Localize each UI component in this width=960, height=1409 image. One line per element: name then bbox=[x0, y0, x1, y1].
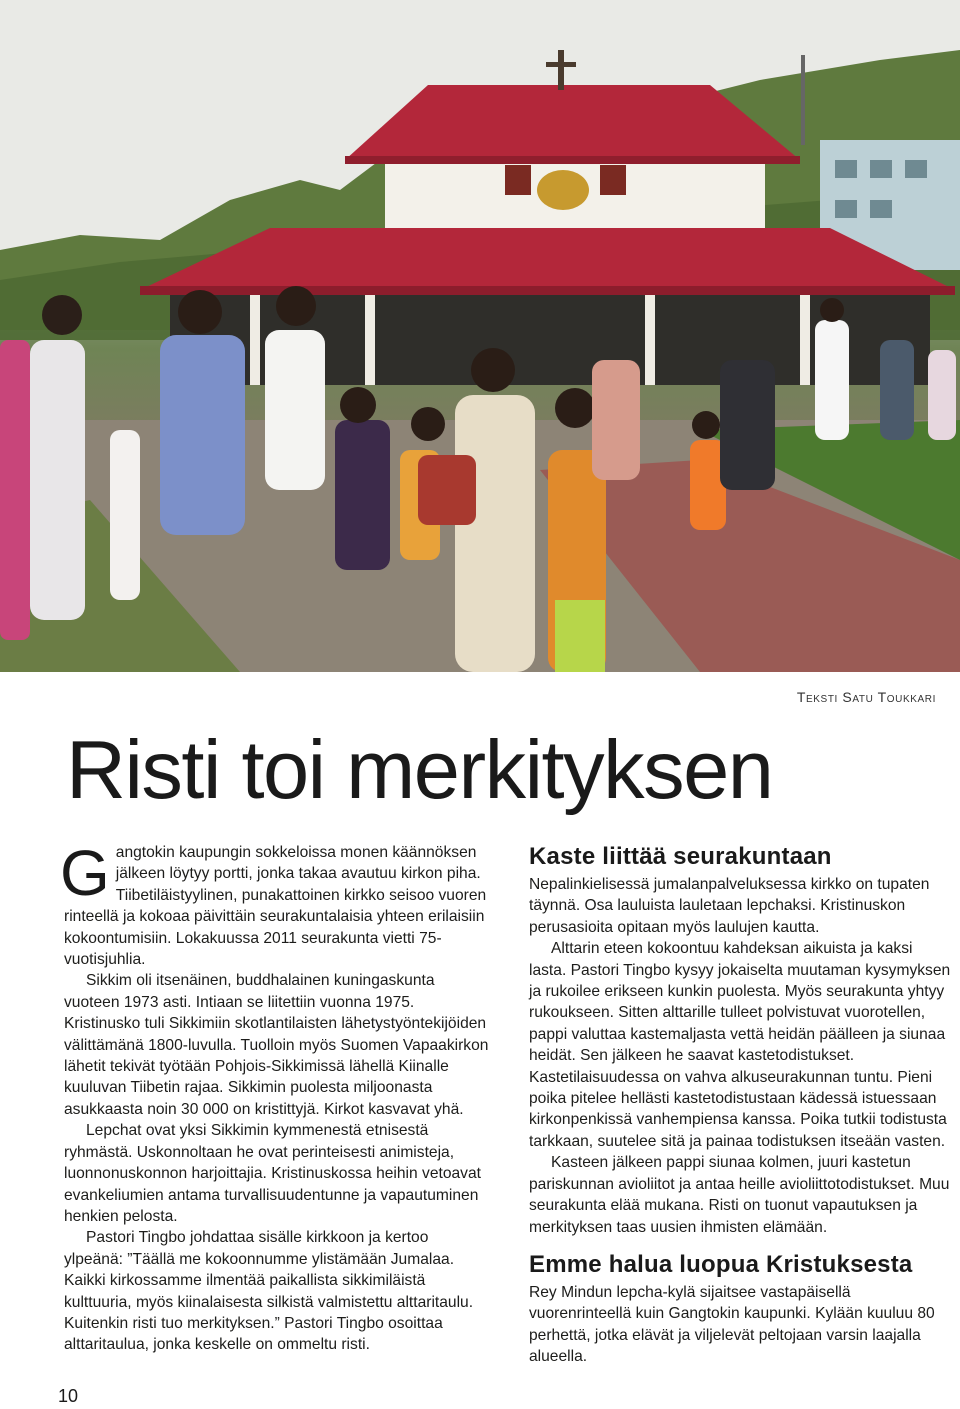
left-column bbox=[60, 837, 490, 1356]
church-photo-icon bbox=[0, 0, 960, 672]
church-photo bbox=[0, 0, 960, 672]
intro-paragraph bbox=[60, 837, 490, 970]
paragraph-text: Pastori bbox=[86, 1229, 139, 1247]
paragraph: Sikkim oli itsenäinen, buddhalainen kuningaskunta vuoteen 1973 asti. Intiaan se liitettiin vuonna 1975. Kristinusko tuli Sikkimiin skotlantilaisten lähetystyöntekijöiden välittämänä 1800-luvulla. Tuolloin myös Suomen Vapaakirkon lähetit tekivät työtään Pohjois-Sikkimissä lähellä Kiinalle kuuluvan Tiibetin rajaa. Sikkimin puolesta miljoonasta asukkaasta noin 30 000 on kristittyjä. Kirkot kasvavat yhä. bbox=[64, 972, 489, 1118]
section-heading: Kaste liittää seurakuntaan bbox=[529, 843, 832, 870]
page-number: 10 bbox=[58, 1386, 79, 1406]
paragraph: Lepchat ovat yksi Sikkimin kymmenestä etnisestä ryhmästä. Uskonnoltaan he ovat perinteisesti animisteja, luonnonuskonnon harjoittajia. Kristinuskossa heihin vetoavat evankeliumien antama turvallisuudentunne ja vapautuminen henkien pelosta. bbox=[64, 1122, 481, 1225]
drop-cap: G bbox=[60, 837, 110, 909]
paragraph-text: johdattaa sisälle kirkkoon ja kertoo ylpeänä: ”Täällä me kokoonnumme ylistämään Jumalaa. Kaikki kirkossamme ilmentää paikallista sikkimiläistä kulttuuria, myös kiinalaisesta silkistä valmistettu alttaritaulu. Kuitenkin risti tuo merkityksen.” Pastori Tingbo osoittaa alttaritaulua, jonka keskelle on ommeltu risti. bbox=[64, 1229, 474, 1354]
right-column bbox=[529, 842, 952, 1368]
paragraph: Kasteen jälkeen pappi siunaa kolmen, juuri kastetun pariskunnan avioliitot ja antaa heille avioliittotodistukset. Muu seurakunta elää mukana. Risti on tuonut vapautuksen ja merkityksen taas uusien ihmisten elämään. bbox=[529, 1154, 950, 1236]
section-heading: Emme halua luopua Kristuksesta bbox=[529, 1250, 913, 1278]
paragraph bbox=[64, 1227, 490, 1355]
author-byline: Teksti Satu Toukkari bbox=[796, 689, 936, 705]
article-headline: Risti toi merkityksen bbox=[66, 723, 773, 816]
paragraph: Nepalinkielisessä jumalanpalveluksessa kirkko on tupaten täynnä. Osa lauluista lauletaan lepchaksi. Kristinuskon perusasioita opitaan myös laulujen kautta. bbox=[529, 876, 930, 936]
paragraph: Alttarin eteen kokoontuu kahdeksan aikuista ja kaksi lasta. Pastori Tingbo kysyy jokaiselta muutaman kysymyksen ja rukoilee erikseen kunkin puolesta. Myös seurakunta yhtyy rukoukseen. Sitten alttarille tulleet polvistuvat vuorotellen, pappi valuttaa kastemaljasta vettä heidän päälleen ja siunaa heidät. Sen jälkeen he saavat kastetodistukset. Kastetilaisuudessa on vahva alkuseurakunnan tuntu. Pieni poika pitelee hellästi kastetodistustaan kädessä istuessaan kirkonpenkissä vanhempiensa kanssa. Poika tutkii todistusta tarkkaan, suutelee sitä ja painaa todistuksen itseään vasten. bbox=[529, 940, 951, 1150]
paragraph: Rey Mindun lepcha-kylä sijaitsee vastapäisellä vuorenrinteellä kuin Gangtokin kaupunki. Kylään kuuluu 80 perhettä, jotka elävät ja viljelevät peltojaan varsin laajalla alueella. bbox=[529, 1283, 935, 1366]
intro-text: angtokin kaupungin sokkeloissa monen käännöksen jälkeen löytyy portti, jonka takaa avautuu kirkon piha. Tiibetiläistyylinen, punakattoinen kirkko seisoo vuoren rinteellä ja kokoaa päivittäin seurakuntalaisia yhteen erilaisiin kokoontumisiin. Lokakuussa 2011 seurakunta vietti 75-vuotisjuhlia. bbox=[64, 844, 487, 969]
pastor-name: Tingbo bbox=[138, 1229, 186, 1247]
